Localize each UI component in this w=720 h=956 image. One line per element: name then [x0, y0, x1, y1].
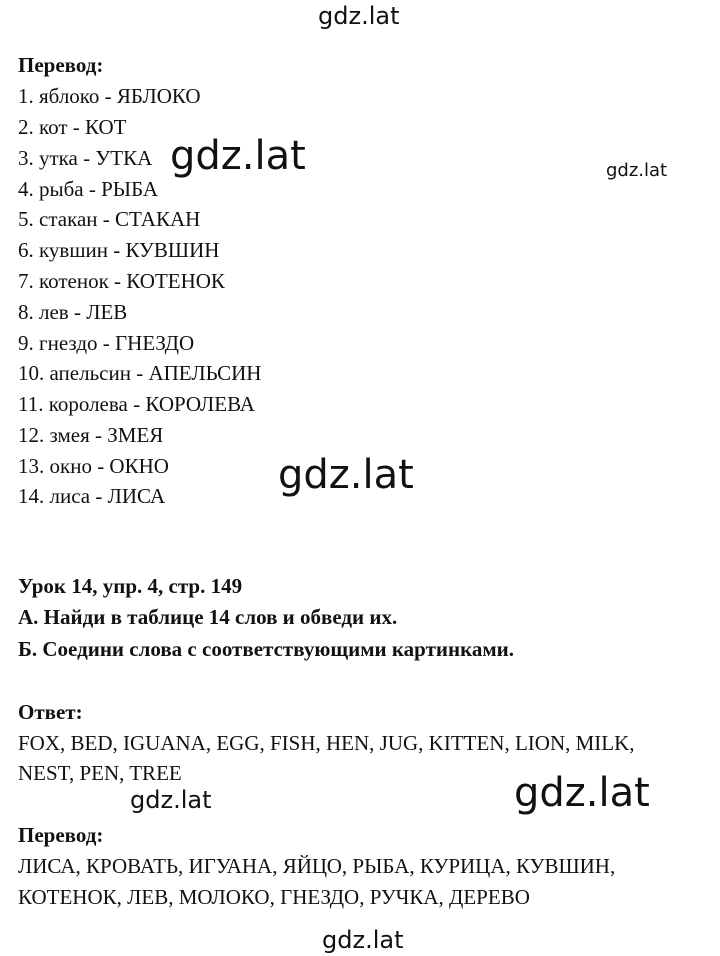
watermark-mid-left: gdz.lat	[130, 786, 212, 814]
translation-item: 5. стакан - СТАКАН	[18, 207, 201, 231]
translation-heading: Перевод:	[18, 53, 104, 77]
answer-line: FOX, BED, IGUANA, EGG, FISH, HEN, JUG, KITTEN, LION, MILK,	[18, 731, 635, 755]
translation-item: 13. окно - ОКНО	[18, 454, 169, 478]
answer-line: NEST, PEN, TREE	[18, 761, 182, 785]
translation-item: 1. яблоко - ЯБЛОКО	[18, 84, 201, 108]
lesson-title: Урок 14, упр. 4, стр. 149	[18, 574, 243, 598]
translation-item: 11. королева - КОРОЛЕВА	[18, 392, 255, 416]
watermark-big-2: gdz.lat	[278, 452, 414, 498]
task-b: Б. Соедини слова с соответствующими картинками.	[18, 637, 515, 661]
translation-heading-2: Перевод:	[18, 823, 104, 847]
translation-item: 10. апельсин - АПЕЛЬСИН	[18, 361, 262, 385]
translation-item: 6. кувшин - КУВШИН	[18, 238, 220, 262]
translation-item: 2. кот - КОТ	[18, 115, 127, 139]
translation-line: КОТЕНОК, ЛЕВ, МОЛОКО, ГНЕЗДО, РУЧКА, ДЕРЕВО	[18, 885, 530, 909]
watermark-top: gdz.lat	[318, 2, 400, 30]
task-a: А. Найди в таблице 14 слов и обведи их.	[18, 605, 398, 629]
translation-line: ЛИСА, КРОВАТЬ, ИГУАНА, ЯЙЦО, РЫБА, КУРИЦА, КУВШИН,	[18, 854, 616, 878]
translation-item: 14. лиса - ЛИСА	[18, 484, 166, 508]
watermark-bottom: gdz.lat	[322, 926, 404, 954]
translation-item: 9. гнездо - ГНЕЗДО	[18, 331, 195, 355]
translation-item: 3. утка - УТКА	[18, 146, 153, 170]
watermark-right-upper: gdz.lat	[606, 160, 668, 181]
watermark-big-3: gdz.lat	[514, 770, 650, 816]
watermark-big-1: gdz.lat	[170, 133, 306, 179]
translation-item: 7. котенок - КОТЕНОК	[18, 269, 225, 293]
answer-heading: Ответ:	[18, 700, 83, 724]
translation-item: 8. лев - ЛЕВ	[18, 300, 128, 324]
translation-item: 12. змея - ЗМЕЯ	[18, 423, 164, 447]
translation-item: 4. рыба - РЫБА	[18, 177, 159, 201]
